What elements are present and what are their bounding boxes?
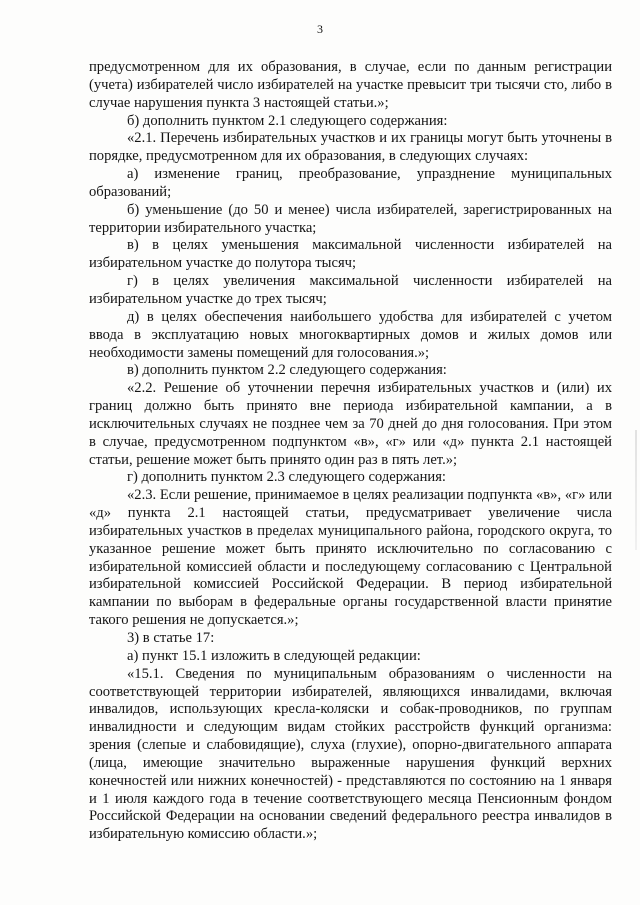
paragraph: «2.1. Перечень избирательных участков и их границы могут быть уточнены в порядке, предусмотренном для их образования, в следующих случаях: xyxy=(89,130,612,165)
paragraph: б) дополнить пунктом 2.1 следующего содержания: xyxy=(127,112,448,129)
paragraph: а) изменение границ, преобразование, упразднение муниципальных образований; xyxy=(89,166,612,200)
paragraph: в) дополнить пунктом 2.2 следующего содержания: xyxy=(127,362,447,379)
page-number: 3 xyxy=(317,22,323,36)
paragraph: «2.3. Если решение, принимаемое в целях реализации подпункта «в», «г» или «д» пункта 2.1 настоящей статьи, предусматривает увеличение числа избирательных участков в пределах муниципального района, городского округа, то указанное решение может быть принято исключительно по согласованию с избирательной комиссией области и последующему согласованию с Центральной избирательной комиссией Российской Федерации. В период избирательной кампании по выборам в федеральные органы государственной власти принятие такого решения не допускается.»; xyxy=(89,487,612,629)
paragraph: а) пункт 15.1 изложить в следующей редакции: xyxy=(127,647,421,664)
document-body xyxy=(89,59,612,844)
paragraph: в) в целях уменьшения максимальной численности избирателей на избирательном участке до полутора тысяч; xyxy=(89,237,612,272)
paragraph: «15.1. Сведения по муниципальным образованиям о численности на соответствующей территории избирателей, являющихся инвалидами, включая инвалидов, использующих кресла-коляски и собак-проводников, по группам инвалидности и следующим видам стойких расстройств функций организма: зрения (слепые и слабовидящие), слуха (глухие), опорно-двигательного аппарата (лица, имеющие значительно выраженные нарушения функций верхних конечностей или нижних конечностей) - представляются по состоянию на 1 января и 1 июля каждого года в течение соответствующего месяца Пенсионным фондом Российской Федерации на основании сведений федерального реестра инвалидов в избирательную комиссию области.»; xyxy=(89,665,612,843)
paragraph: б) уменьшение (до 50 и менее) числа избирателей, зарегистрированных на территории избирательного участка; xyxy=(89,201,612,236)
paragraph: г) дополнить пунктом 2.3 следующего содержания: xyxy=(127,469,446,486)
scan-edge-mark xyxy=(635,430,637,550)
paragraph: 3) в статье 17: xyxy=(127,630,215,646)
paragraph: предусмотренном для их образования, в случае, если по данным регистрации (учета) избирателей число избирателей на участке превысит три тысячи сто, либо в случае нарушения пункта 3 настоящей статьи.»; xyxy=(89,59,612,111)
paragraph: «2.2. Решение об уточнении перечня избирательных участков и (или) их границ должно быть принято вне периода избирательной кампании, а в исключительных случаях не позднее чем за 70 дней до дня голосования. При этом в случае, предусмотренном подпунктом «в», «г» или «д» пункта 2.1 настоящей статьи, решение может быть принято один раз в пять лет.»; xyxy=(89,380,612,468)
paragraph: г) в целях увеличения максимальной численности избирателей на избирательном участке до трех тысяч; xyxy=(89,273,612,307)
paragraph: д) в целях обеспечения наибольшего удобства для избирателей с учетом ввода в эксплуатацию новых многоквартирных домов и жилых домов или необходимости замены помещений для голосования.»; xyxy=(89,308,612,361)
